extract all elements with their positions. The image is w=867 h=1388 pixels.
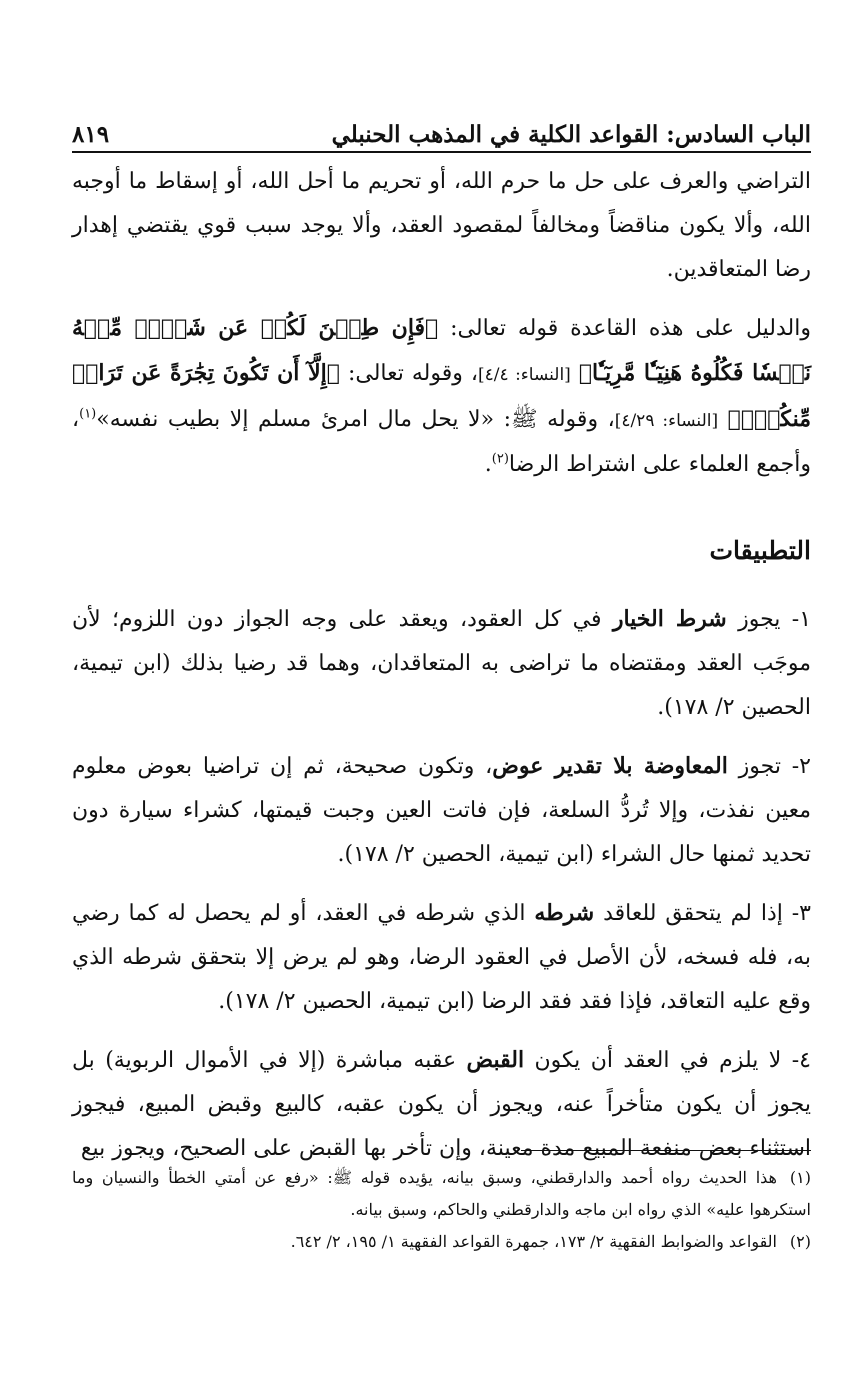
- footnote-text: القواعد والضوابط الفقهية ٢/ ١٧٣، جمهرة القواعد الفقهية ١/ ١٩٥، ٢/ ٦٤٢.: [290, 1232, 777, 1251]
- item-lead: يجوز: [726, 607, 781, 632]
- item-text: عقبه مباشرة (إلا في الأموال الربوية) بل يجوز أن يكون متأخراً عنه، ويجوز أن يكون عقبه، كالبيع وقبض المبيع، فيجوز استثناء بعض منفعة المبيع مدة معينة، وإن تأخر بها القبض على الصحيح، ويجوز بيع: [72, 1048, 811, 1161]
- item-lead: تجوز: [727, 754, 781, 779]
- item-key-term: المعاوضة بلا تقدير عوض: [492, 753, 728, 779]
- item-text: في كل العقود، ويعقد على وجه الجواز دون اللزوم؛ لأن موجَب العقد ومقتضاه ما تراضى به المتعاقدان، وهما قد رضيا بذلك (ابن تيمية، الحصين ٢/ ١٧٨).: [72, 607, 811, 720]
- page-number: ٨١٩: [72, 121, 110, 148]
- application-item-3: [72, 891, 811, 1024]
- footnote-1: [72, 1162, 811, 1226]
- footnote-marker-2[interactable]: (٢): [491, 451, 509, 467]
- item-number: ٤-: [781, 1048, 811, 1073]
- item-number: ٢-: [780, 754, 811, 779]
- footnote-2: [72, 1226, 811, 1258]
- application-item-2: [72, 744, 811, 877]
- hadith-text: «لا يحل مال امرئ مسلم إلا بطيب نفسه»: [96, 407, 495, 432]
- quran-verse-2: ﴿إِلَّآ أَن تَكُونَ تِجَٰرَةً عَن تَرَاضٖ مِّنكُمۡۚ﴾: [72, 360, 812, 432]
- footnote-marker-1[interactable]: (١): [79, 406, 97, 422]
- item-number: ١-: [780, 607, 812, 632]
- evidence-paragraph: [72, 306, 811, 487]
- item-text: ، وتكون صحيحة، ثم إن تراضيا بعوض معلوم معين نفذت، وإلا تُردُّ السلعة، فإن فاتت العين وجبت قيمتها، كشراء سيارة دون تحديد ثمنها حال الشراء (ابن تيمية، الحصين ٢/ ١٧٨).: [72, 754, 811, 867]
- item-lead: إذا لم يتحقق للعاقد: [594, 901, 783, 926]
- item-key-term: القبض: [466, 1047, 525, 1073]
- footnote-number: (١): [789, 1168, 811, 1187]
- footnote-number: (٢): [789, 1232, 811, 1251]
- item-text: الذي شرطه في العقد، أو لم يحصل له كما رضي به، فله فسخه، لأن الأصل في العقود الرضا، وهو لم يرض إلا بتحقق شرطه الذي وقع عليه التعاقد، فإذا فقد فقد الرضا (ابن تيمية، الحصين ٢/ ١٧٨).: [72, 901, 811, 1014]
- chapter-title: الباب السادس: القواعد الكلية في المذهب الحنبلي: [331, 121, 811, 148]
- running-header: [72, 104, 811, 148]
- connector-text-1: ، وقوله تعالى:: [339, 361, 479, 386]
- verse-reference-2: [النساء: ٤/٢٩]: [614, 411, 719, 431]
- application-item-4: [72, 1038, 811, 1171]
- evidence-intro: والدليل على هذه القاعدة قوله تعالى:: [438, 316, 811, 341]
- quran-verse-1: ﴿فَإِن طِبۡنَ لَكُمۡ عَن شَيۡءٖ مِّنۡهُ نَفۡسٗا فَكُلُوهُ هَنِيٓـٔٗا مَّرِيٓـٔٗا﴾: [72, 315, 811, 386]
- header-rule: [72, 151, 811, 153]
- section-heading: التطبيقات: [709, 536, 811, 565]
- footnotes: [72, 1162, 811, 1258]
- item-key-term: شرط الخيار: [612, 606, 727, 632]
- footnote-rule: [521, 1150, 811, 1151]
- item-lead: لا يلزم في العقد أن يكون: [524, 1048, 782, 1073]
- footnote-text: هذا الحديث رواه أحمد والدارقطني، وسبق بيانه، يؤيده قوله ﷺ: «رفع عن أمتي الخطأ والنسيان وما استكرهوا عليه» الذي رواه ابن ماجه والدارقطني والحاكم، وسبق بيانه.: [72, 1168, 811, 1219]
- closing-text: ، وأجمع العلماء على اشتراط الرضا: [72, 407, 811, 477]
- main-text: [72, 160, 811, 1185]
- closing-period: .: [484, 452, 492, 477]
- item-key-term: شرطه: [534, 900, 595, 926]
- verse-reference-1: [النساء: ٤/٤]: [478, 365, 571, 385]
- application-item-1: [72, 597, 811, 730]
- paragraph-continuation: التراضي والعرف على حل ما حرم الله، أو تحريم ما أحل الله، أو إسقاط ما أوجبه الله، وألا يكون مناقضاً ومخالفاً لمقصود العقد، وألا يوجد سبب قوي يقتضي إهدار رضا المتعاقدين.: [72, 169, 811, 282]
- connector-text-2: ، وقوله ﷺ:: [494, 407, 615, 432]
- item-number: ٣-: [782, 901, 811, 926]
